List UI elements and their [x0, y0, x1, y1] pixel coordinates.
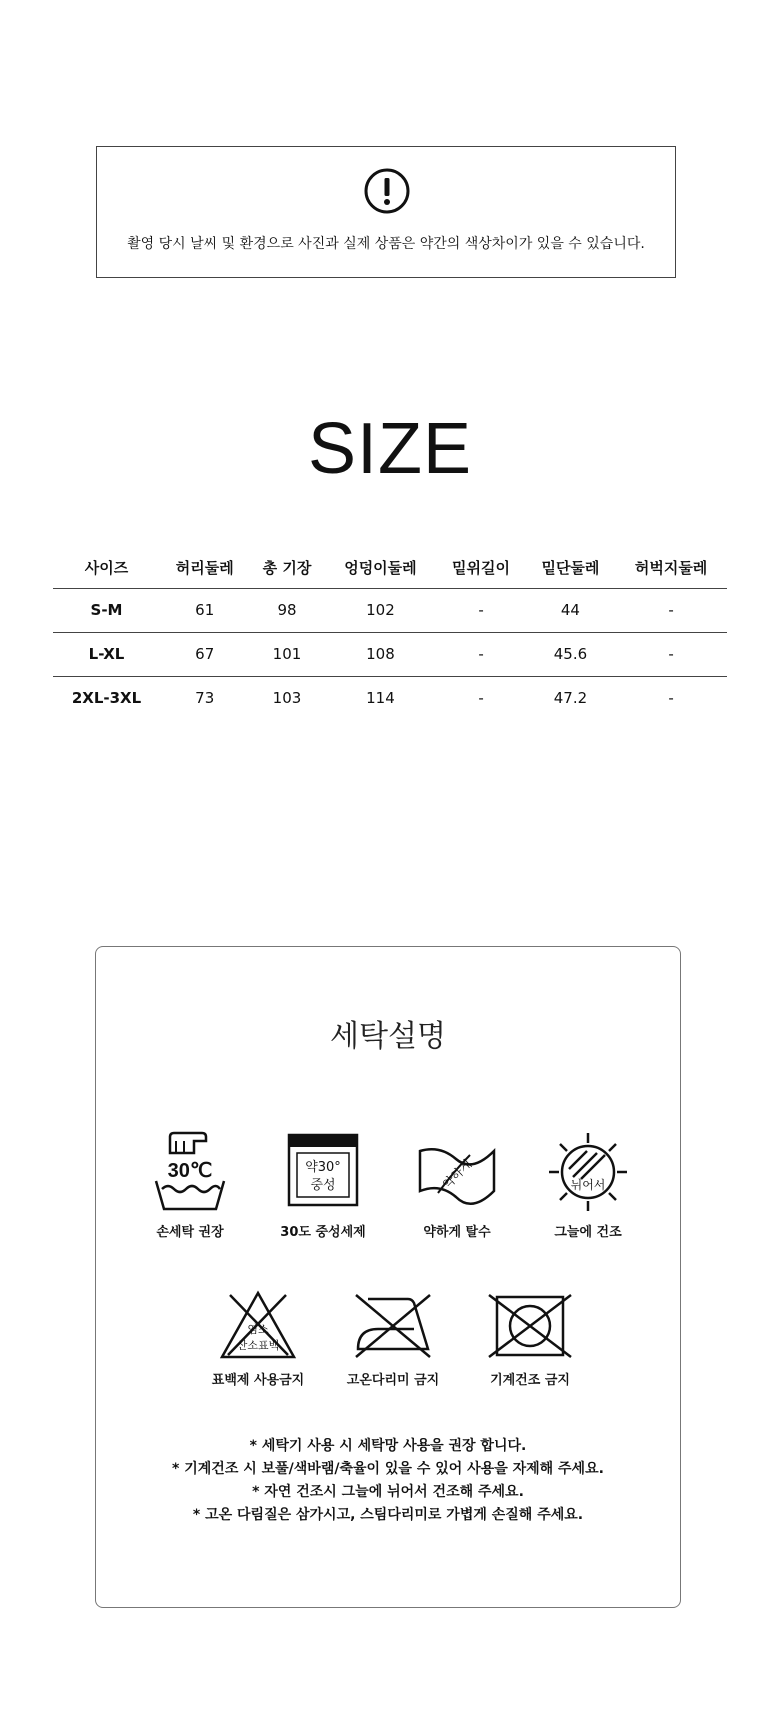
care-item-hand-wash — [125, 1131, 255, 1240]
care-label: 기계건조 금지 — [490, 1373, 570, 1388]
care-note: * 세탁기 사용 시 세탁망 사용을 권장 합니다. — [249, 1438, 527, 1454]
cell-waist: 61 — [160, 588, 249, 632]
care-label: 30도 중성세제 — [280, 1225, 366, 1240]
care-label: 표백제 사용금지 — [211, 1373, 305, 1388]
cell-thigh: - — [615, 588, 727, 632]
hand-wash-temp: 30℃ — [167, 1160, 213, 1182]
cell-rise: - — [436, 632, 525, 676]
cell-thigh: - — [615, 632, 727, 676]
care-note: * 기계건조 시 보풀/색바램/축율이 있을 수 있어 사용을 자제해 주세요. — [172, 1461, 604, 1477]
no-tumble-dry-icon — [485, 1289, 575, 1361]
size-table-header-row — [53, 548, 727, 588]
hand-wash-30-icon — [152, 1131, 228, 1213]
size-table — [53, 548, 727, 720]
cell-waist: 73 — [195, 689, 215, 708]
cell-hem: 47.2 — [553, 689, 588, 708]
col-header-waist: 허리둘레 — [160, 548, 249, 588]
cell-waist: 67 — [160, 632, 249, 676]
care-label: 손세탁 권장 — [156, 1225, 224, 1240]
shade-dry-flat-icon — [545, 1131, 631, 1213]
care-notes — [96, 1435, 680, 1527]
dry-text: 뉘어서 — [570, 1178, 606, 1192]
gentle-wring-icon — [414, 1131, 500, 1213]
cell-hip: 114 — [366, 689, 395, 708]
care-label: 약하게 탈수 — [423, 1225, 491, 1240]
care-label: 그늘에 건조 — [554, 1225, 622, 1240]
table-row — [53, 632, 727, 676]
col-header-thigh: 허벅지둘레 — [615, 548, 727, 588]
cell-length: 98 — [249, 588, 324, 632]
care-item-no-iron — [328, 1289, 458, 1388]
row-size-label: 2XL-3XL — [71, 689, 142, 708]
row-size-label: L-XL — [53, 632, 160, 676]
col-header-length: 총 기장 — [249, 548, 324, 588]
cell-hem: 44 — [526, 588, 615, 632]
detergent-temp: 약30° — [305, 1160, 341, 1175]
table-row — [53, 588, 727, 632]
cell-length: 101 — [249, 632, 324, 676]
care-item-no-bleach — [193, 1289, 323, 1388]
notice-box — [96, 146, 676, 278]
care-item-gentle-wring — [392, 1131, 522, 1240]
cell-hem: 45.6 — [526, 632, 615, 676]
care-item-no-tumble-dry — [465, 1289, 595, 1388]
detergent-type: 중성 — [310, 1178, 336, 1193]
col-header-hem: 밑단둘레 — [526, 548, 615, 588]
bleach-text-b: 산소표백 — [236, 1339, 280, 1352]
neutral-detergent-30-icon — [285, 1131, 361, 1213]
cell-thigh: - — [668, 689, 674, 708]
no-iron-icon — [348, 1289, 438, 1361]
col-header-size: 사이즈 — [53, 548, 160, 588]
exclamation-circle-icon — [363, 167, 411, 215]
wring-text: 약하게 — [439, 1156, 475, 1192]
bleach-text-a: 염소 — [247, 1323, 269, 1336]
table-row — [53, 676, 727, 720]
care-title: 세탁설명 — [330, 1019, 446, 1054]
care-label: 고온다리미 금지 — [346, 1373, 440, 1388]
cell-hip: 102 — [325, 588, 437, 632]
cell-hip: 108 — [325, 632, 437, 676]
row-size-label: S-M — [53, 588, 160, 632]
cell-rise: - — [478, 689, 484, 708]
no-bleach-icon — [218, 1289, 298, 1361]
care-box — [95, 946, 681, 1608]
notice-text: 촬영 당시 날씨 및 환경으로 사진과 실제 상품은 약간의 색상차이가 있을 수 있습니다. — [127, 236, 645, 252]
care-note: * 자연 건조시 그늘에 뉘어서 건조해 주세요. — [252, 1484, 524, 1500]
care-item-shade-dry — [523, 1131, 653, 1240]
size-title: SIZE — [307, 409, 473, 489]
cell-rise: - — [436, 588, 525, 632]
care-note: * 고온 다림질은 삼가시고, 스팀다리미로 가볍게 손질해 주세요. — [192, 1507, 584, 1523]
care-item-neutral-detergent — [258, 1131, 388, 1240]
cell-length: 103 — [272, 689, 302, 708]
col-header-hip: 엉덩이둘레 — [325, 548, 437, 588]
col-header-rise: 밑위길이 — [436, 548, 525, 588]
